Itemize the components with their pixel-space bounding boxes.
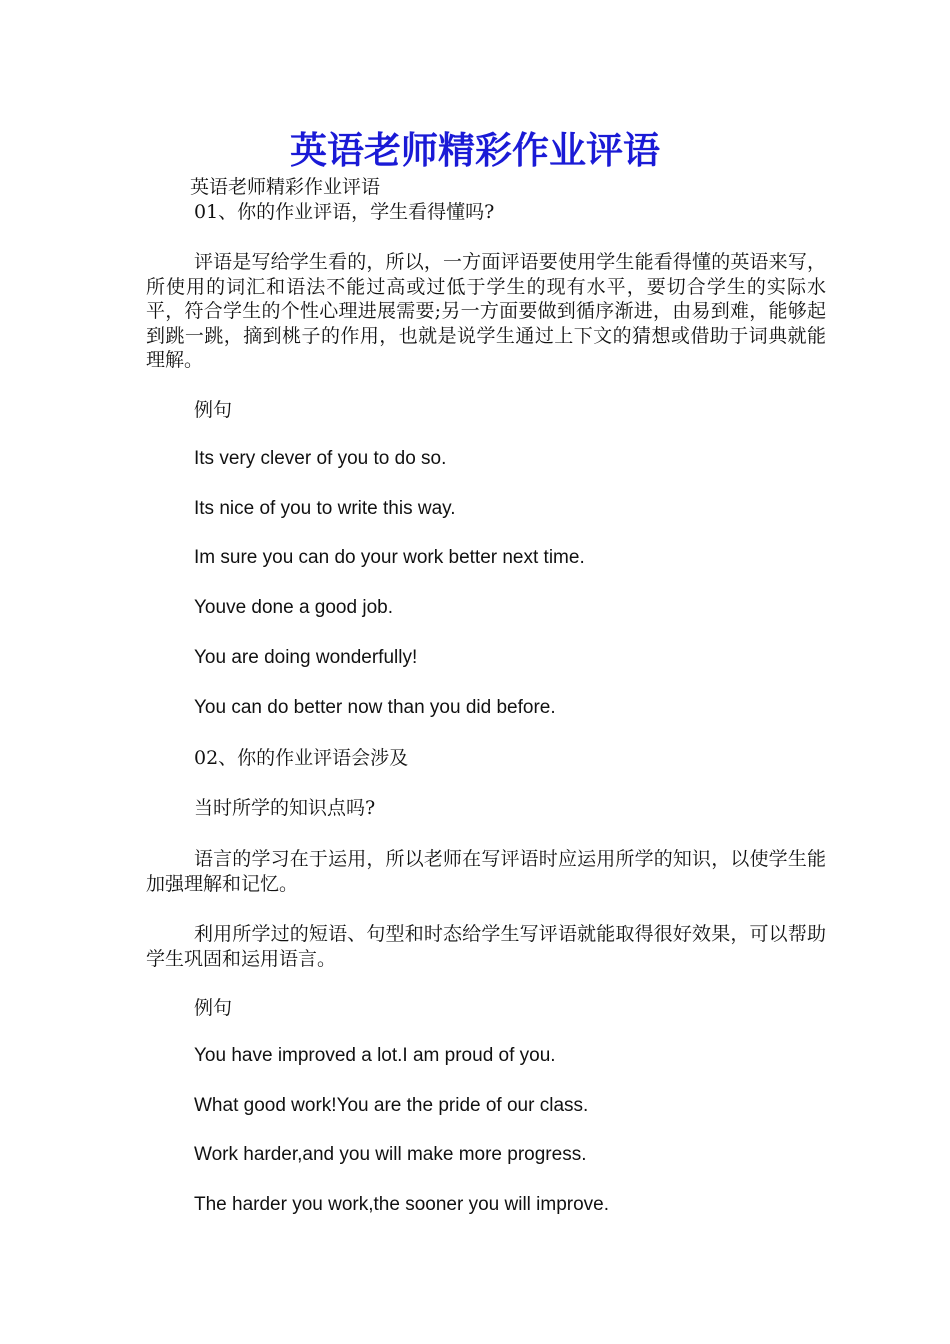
example-sentence: Im sure you can do your work better next time. <box>194 547 585 568</box>
example-sentence: Its nice of you to write this way. <box>194 498 456 519</box>
document-title: 英语老师精彩作业评语 <box>290 128 660 172</box>
example-sentence: You can do better now than you did before. <box>194 697 556 718</box>
example-sentence: Its very clever of you to do so. <box>194 448 447 469</box>
section2-paragraph-2: 利用所学过的短语、句型和时态给学生写评语就能取得很好效果，可以帮助学生巩固和运用语言。 <box>146 923 826 970</box>
example-sentence: What good work!You are the pride of our class. <box>194 1095 589 1116</box>
example-sentence: The harder you work,the sooner you will improve. <box>194 1194 610 1215</box>
example-sentence: You are doing wonderfully! <box>194 647 418 668</box>
example-label-2: 例句 <box>194 997 233 1019</box>
example-sentence: You have improved a lot.I am proud of you. <box>194 1045 556 1066</box>
section2-heading: 02、你的作业评语会涉及 <box>194 747 409 769</box>
document-subtitle: 英语老师精彩作业评语 <box>190 176 381 198</box>
section1-heading: 01、你的作业评语，学生看得懂吗? <box>194 201 495 223</box>
section2-heading-continued: 当时所学的知识点吗? <box>194 797 376 819</box>
example-label-1: 例句 <box>194 399 233 421</box>
section2-paragraph-1: 语言的学习在于运用，所以老师在写评语时应运用所学的知识，以使学生能加强理解和记忆。 <box>146 848 826 895</box>
example-sentence: Work harder,and you will make more progress. <box>194 1144 587 1165</box>
section1-paragraph: 评语是写给学生看的，所以，一方面评语要使用学生能看得懂的英语来写，所使用的词汇和语法不能过高或过低于学生的现有水平，要切合学生的实际水平，符合学生的个性心理进展需要;另一方面要做到循序渐进，由易到难，能够起到跳一跳，摘到桃子的作用，也就是说学生通过上下文的猜想或借助于词典就能理解。 <box>146 251 826 371</box>
example-sentence: Youve done a good job. <box>194 597 393 618</box>
